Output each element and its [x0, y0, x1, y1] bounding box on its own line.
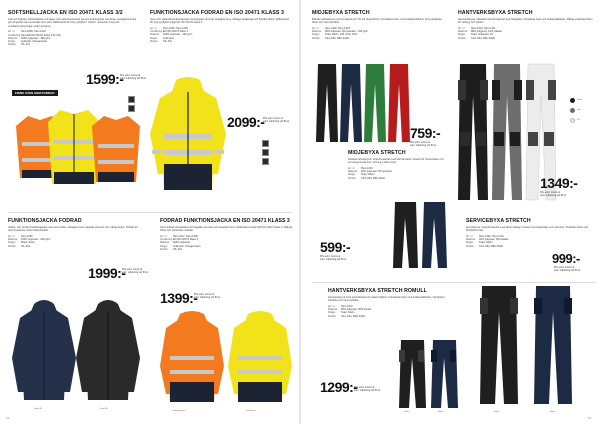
midjebyxa-spec: Art. nr Hero 1302, Hero 1303 Material 92% polyester, 8% spandex - 250 g/m² Färger Svart, Marin, Grå, Grön, Röd Storlek C44–C64, D96–D120	[312, 26, 368, 40]
midjebyxa-pants-image	[314, 62, 410, 144]
softshell-spec: Art. nr Hero 1006, Hero 1013 CertifieringHero EN ISO 20471 Klass 3 M–XXL Material 100% polyester - 300 g/m² Färger Gul/svart, Orange/svart Storlek XS–4XL	[8, 30, 62, 47]
softshell-title: SOFTSHELLJACKA EN ISO 20471 KLASS 3/2	[8, 10, 123, 16]
servicebyxa-caption-2: Marin	[550, 411, 556, 413]
hantverkromull-price: 1299:-	[320, 379, 358, 395]
softshell-thumb-1	[128, 96, 135, 103]
fodradklass3-price-note: Pris exkl. moms & exkl. märkning vid 50 st	[194, 293, 221, 299]
softshell-price: 1599:-	[86, 71, 124, 87]
romull-pants-navy	[431, 340, 458, 408]
fodradklass3-text	[160, 218, 292, 278]
funktionsfodrad-body: Vatten- och vindtät funktionsjacka med varmt foder. Avtagbar huva, tejpade sömmar och många fickor. Perfekt för utomhusarbete under kalla årstider.	[8, 226, 138, 233]
hantverk-title: HANTVERKSBYXA STRETCH	[458, 10, 533, 16]
fodrad-spec: Art. nr Hero 1045, Hero 1046 CertifieringEN ISO 20471 Klass 3 Material 100% polyester - 190 g/m² Färger Gul/marin Storlek XS–4XL	[150, 26, 193, 43]
servicebyxa-price: 999:-	[552, 251, 580, 266]
fodradklass3-spec: Art. nr Hero 1047, Hero 1048 CertifieringEN ISO 20471 Klass 3 Material 100% polyester Färger Gul/marin, Orange/marin Storlek XS–4XL	[160, 234, 201, 251]
servicebyxa-pants-image	[478, 284, 578, 408]
hantverk-body: Hantverksbyxa i slitstarkt stretchmaterial med hängfickor, förstärkta knän och knäskyddsfickor. Många praktiska fickor för verktyg och telefon.	[458, 18, 593, 25]
hantverkromull-body: Hantverksbyxa med stretchpartier för ökad rörlighet. Förstärkta knän med knäskyddsfickor, hängfickor, benficka och hammarhälla.	[328, 296, 446, 303]
romull-pants-black	[399, 340, 426, 408]
page-number-left: 12	[6, 416, 10, 420]
page-number-right: 13	[588, 416, 592, 420]
funktionsfodrad-spec: Art. nr Hero 1050 Material 100% polyester - 200 g/m² Färger Marin, Svart Storlek XS–4XL	[8, 234, 51, 248]
softshell-jacket-yellow	[48, 110, 100, 184]
hantverk-swatch-1	[570, 98, 575, 103]
servicebyxa-spec: Art. nr Hero 1320, Hero 1321 Material 92% polyester, 8% elastan Färger Svart, Marin Storlek C44–C64, D96–D120	[466, 234, 509, 248]
left-separator	[8, 212, 292, 213]
hantverkromull-caption-1: Svart	[404, 411, 410, 413]
fodradklass3-title: FODRAD FUNKTIONSJACKA EN ISO 20471 KLASS 3	[160, 218, 290, 224]
right-separator	[312, 282, 596, 283]
hantverkromull-title: HANTVERKSBYXA STRETCH ROMULL	[328, 288, 427, 294]
softshell-jackets-image	[8, 98, 148, 198]
pants-red	[388, 64, 410, 142]
funktionsfodrad-caption-1: Dam 48	[34, 408, 42, 410]
midjebyxa-price: 759:-	[410, 125, 441, 141]
service-pants-navy	[534, 286, 572, 404]
fodrad-price-note: Pris exkl. moms & exkl. märkning vid 50 st	[263, 117, 290, 123]
midjebyxa2-spec: Art. nr Hero 1304 Material 92% polyester, 8% spandex Färger Svart, Marin Storlek C44–C64, D96–D120	[348, 166, 392, 180]
navy-jacket	[12, 300, 76, 400]
black-jacket	[76, 300, 140, 400]
softshell-thumb-2	[128, 105, 135, 112]
midjebyxa2-title: MIDJEBYXA STRETCH	[348, 150, 406, 156]
midjebyxa-body: Bekväm arbetsbyxa med fyrvägsstretch för full rörelsefrihet. Förstärkta knän med knäskyddsfickor, flera praktiska fickor och hammarhälla.	[312, 18, 442, 25]
fodrad-price: 2099:-	[227, 114, 265, 130]
hantverkromull-spec: Art. nr Hero 1312 Material 65% polyester, 35% bomull Färger Svart, Marin Storlek C44–C64, D96–D120	[328, 304, 372, 318]
midjebyxa2-body: Klassisk arbetsbyxa i stretchmaterial med slät framsida. Passar för hantverkare och servicepersonal som vill ha en stilren look.	[348, 158, 444, 165]
hantverk-spec: Art. nr Hero 1310, Hero 1311 Material 88% polyamid, 12% elastan Färger Svart, Grå/svart, Vit Storlek C44–C64, D96–D120	[458, 26, 502, 40]
pants-black	[316, 64, 338, 142]
fodrad-body: Varm och vattentät funktionsjacka med tejpade sömmar. Avtagbar luva, tvåvägs dragkedja och flertalet fickor. Reflexband för hög synlighet enligt EN ISO 20471 klass 3.	[150, 18, 289, 25]
fodradklass3-caption-2: Gul/marin	[246, 410, 256, 412]
hantverkromull-caption-2: Marin	[438, 411, 444, 413]
pants-navy	[340, 64, 362, 142]
craftsman-pants-black	[458, 64, 488, 200]
funktionsfodrad-jackets-image	[12, 296, 142, 406]
fodradklass3-caption-1: Orange/marin	[172, 410, 186, 412]
softshell-body: Lätt och bekväm softshelljacka i tre lager med vattenavvisande yta och andningsbar membran. Avtagbara ärmar gör att jackan kan användas som väst. Reflexband för hög synlighet i mörker. Justerbar huva och ventilationsöppningar under armarna.	[8, 18, 137, 28]
hantverk-swatch-1-label: Svart	[577, 99, 583, 101]
servicebyxa-title: SERVICEBYXA STRETCH	[466, 218, 531, 224]
midjebyxa2-price-note: Pris exkl. moms & exkl. märkning vid 50 st	[320, 255, 347, 261]
orange-hivis-jacket	[160, 311, 224, 402]
servicebyxa-body: Servicebyxa i stretchmaterial med stilren design. Passar servicetekniker och montörer. Praktiska fickor och förstärkta knän.	[466, 226, 589, 233]
fodrad-title: FUNKTIONSJACKA FODRAD EN ISO 20471 KLASS 3	[150, 10, 285, 16]
fodrad-thumb-3	[262, 158, 269, 165]
hantverk-price: 1349:-	[540, 175, 578, 191]
softshell-jacket-orange-front	[92, 116, 140, 182]
softshell-badge: FINNS ÄVEN SOM FODRAD	[12, 90, 58, 96]
hantverk-price-note: Pris exkl. moms & exkl. märkning vid 50 st	[540, 191, 567, 197]
fodrad-thumb-2	[262, 149, 269, 156]
midjebyxa2-pants-image	[392, 200, 450, 270]
servicebyxa-caption-1: Svart	[494, 411, 500, 413]
hantverk-swatch-2-label: Grå	[577, 109, 581, 111]
softshell-price-note: Pris exkl. moms & exkl. märkning vid 50 st	[120, 74, 147, 80]
hantverkromull-text	[328, 288, 448, 340]
midjebyxa2-price: 599:-	[320, 239, 351, 255]
funktionsfodrad-price-note: Pris exkl. moms & exkl. märkning vid 50 st	[122, 268, 149, 274]
hantverkromull-price-note: Pris exkl. moms & exkl. märkning vid 50 st	[354, 386, 381, 392]
midjebyxa2-text	[348, 150, 448, 200]
hantverk-text	[458, 10, 594, 66]
fodrad-text	[150, 10, 290, 70]
fodradklass3-price: 1399:-	[160, 290, 198, 306]
fodradklass3-jackets-image	[160, 308, 294, 408]
slim-pants-black	[393, 202, 418, 268]
funktionsfodrad-caption-2: Dam 68	[100, 408, 108, 410]
midjebyxa-price-note: Pris exkl. moms & exkl. märkning vid 50 st	[410, 141, 437, 147]
hantverk-swatch-2	[570, 108, 575, 113]
hantverk-swatch-3	[570, 118, 575, 123]
service-pants-black	[480, 286, 518, 404]
slim-pants-navy	[422, 202, 447, 268]
softshell-text	[8, 10, 138, 70]
pants-green	[364, 64, 386, 142]
yellow-hivis-jacket	[228, 311, 292, 402]
servicebyxa-price-note: Pris exkl. moms & exkl. märkning vid 50 st	[554, 266, 581, 272]
funktionsfodrad-price: 1999:-	[88, 265, 126, 281]
funktionsfodrad-title: FUNKTIONSJACKA FODRAD	[8, 218, 82, 224]
hantverk-swatch-3-label: Vit	[577, 119, 580, 121]
midjebyxa-title: MIDJEBYXA STRETCH	[312, 10, 370, 16]
hantverkromull-pants-image	[398, 338, 462, 410]
page-gutter	[299, 0, 301, 424]
fodradklass3-body: Varm fodrad varseljacka med tejpade sömmar och avtagbar huva. Reflexband enligt EN ISO 20471 klass 3. Många fickor och justerbara muddar.	[160, 226, 292, 233]
fodrad-thumb-1	[262, 140, 269, 147]
craftsman-pants-grey	[492, 64, 522, 200]
fodrad-jacket-image	[148, 74, 228, 202]
